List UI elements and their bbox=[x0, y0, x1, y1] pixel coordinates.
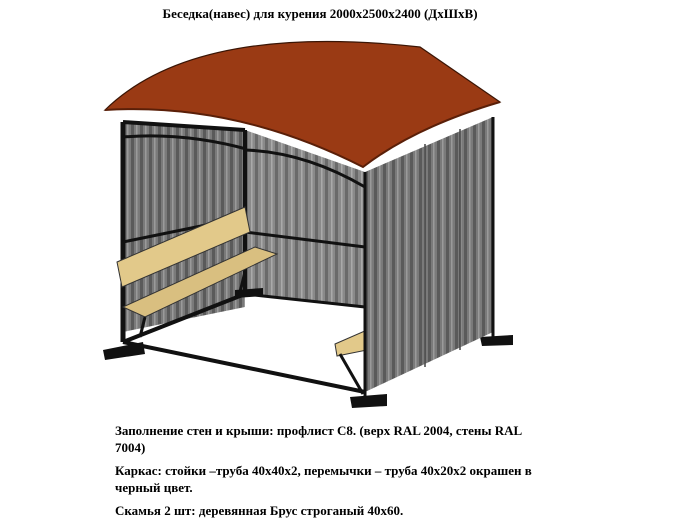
front-wall bbox=[365, 117, 493, 397]
description-paragraph: Заполнение стен и крыши: профлист С8. (верх RAL 2004, стены RAL 7004) bbox=[115, 423, 522, 455]
smoking-shelter-illustration bbox=[95, 32, 525, 412]
description-paragraph: Скамья 2 шт: деревянная Брус строганый 40х60. bbox=[115, 503, 404, 518]
right-bench bbox=[335, 330, 367, 394]
description-paragraph: Каркас: стойки –труба 40х40х2, перемычки – труба 40х20х2 окрашен в черный цвет. bbox=[115, 463, 532, 495]
document-title: Беседка(навес) для курения 2000х2500х2400 (ДхШхВ) bbox=[162, 6, 478, 21]
